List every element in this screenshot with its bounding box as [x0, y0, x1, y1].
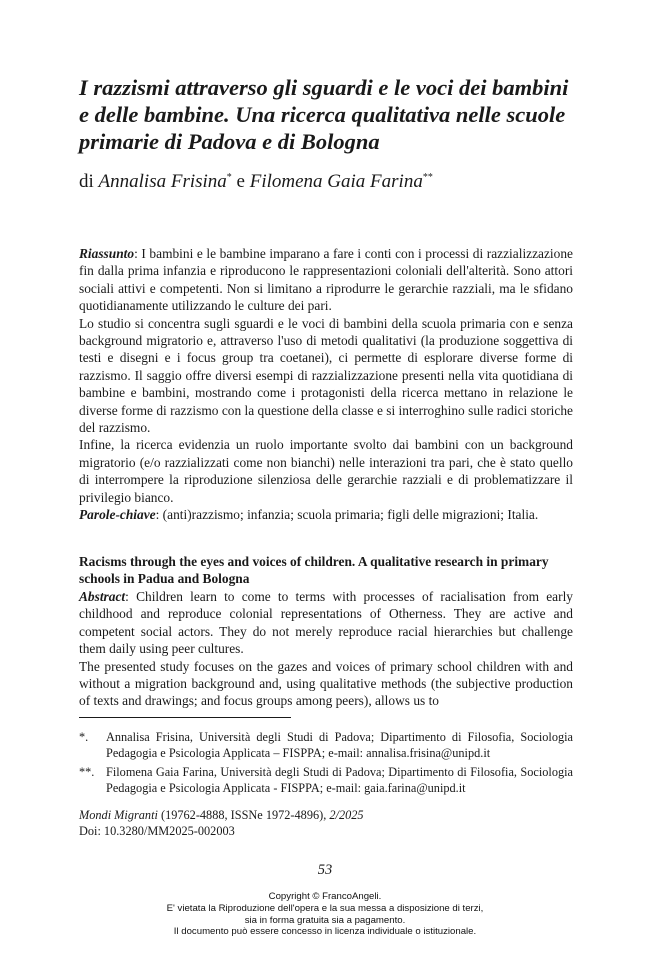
- copyright-line-1: Copyright © FrancoAngeli.: [268, 891, 382, 902]
- footnote-1: [79, 729, 573, 762]
- journal-citation: [79, 807, 573, 823]
- journal-doi: Doi: 10.3280/MM2025-002003: [79, 824, 235, 839]
- abstract-it-text-1: : I bambini e le bambine imparano a fare i conti con i processi di razzializzazione fin dalla prima infanzia e riproducono le rappresentazioni coloniali dell'alterità. Sono attori sociali attivi e competenti. Non si limitano a riprodurre le gerarchie razziali, ma le sfidano quotidianamente utilizzando le culture dei pari.: [79, 246, 573, 314]
- copyright-notice: [0, 891, 650, 938]
- english-title: Racisms through the eyes and voices of children. A qualitative research in primary schools in Padua and Bologna: [79, 554, 549, 587]
- copyright-line-4: Il documento può essere concesso in licenza individuale o istituzionale.: [173, 926, 477, 938]
- author-mark-2: **: [422, 172, 433, 183]
- author-line: [79, 170, 579, 194]
- author-name-2: Filomena Gaia Farina: [249, 171, 423, 192]
- author-conjunction: e: [236, 171, 245, 192]
- article-title: I razzismi attraverso gli sguardi e le voci dei bambini e delle bambine. Una ricerca qualitativa nelle scuole primarie di Padova e di Bologna: [79, 75, 569, 154]
- keywords-text: : (anti)razzismo; infanzia; scuola primaria; figli delle migrazioni; Italia.: [155, 507, 539, 523]
- abstract-english: [79, 588, 573, 710]
- abstract-en-paragraph-2: The presented study focuses on the gazes and voices of primary school children with and without a migration background and, using qualitative methods (the subjective production of texts and drawings; and focus groups among peers), allows us to: [79, 658, 573, 709]
- footnotes: [79, 729, 573, 799]
- abstract-it-label: Riassunto: [79, 246, 135, 261]
- author-mark-1: *: [226, 172, 232, 183]
- footnote-1-text: Annalisa Frisina, Università degli Studi di Padova; Dipartimento di Filosofia, Sociologia Pedagogia e Psicologia Applicata – FISPPA; e-mail: annalisa.frisina@unipd.it: [106, 730, 573, 761]
- abstract-it-paragraph-3: Infine, la ricerca evidenzia un ruolo importante svolto dai bambini con un background migratorio (e/o razzializzati come non bianchi) nelle interazioni tra pari, che è stato quello di interrompere la riproduzione silenziosa delle gerarchie razziali e di problematizzare il privilegio bianco.: [79, 437, 573, 505]
- journal-issn: (19762-4888, ISSNe 1972-4896),: [157, 808, 330, 822]
- abstract-en-label: Abstract: [79, 589, 126, 604]
- author-prefix: di: [79, 171, 94, 192]
- journal-name: Mondi Migranti: [79, 808, 158, 822]
- journal-info: [79, 807, 573, 840]
- footnote-2-mark: **.: [79, 764, 95, 779]
- abstract-italian: [79, 245, 573, 524]
- footnote-2-text: Filomena Gaia Farina, Università degli Studi di Padova; Dipartimento di Filosofia, Sociologia Pedagogia e Psicologia Applicata - FISPPA; e-mail: gaia.farina@unipd.it: [106, 764, 573, 796]
- footnote-2: [79, 764, 573, 797]
- journal-issue: 2/2025: [329, 808, 364, 822]
- keywords-label: Parole-chiave: [79, 507, 156, 523]
- abstract-it-paragraph-2: Lo studio si concentra sugli sguardi e le voci di bambini della scuola primaria con e senza background migratorio e, attraverso l'uso di metodi qualitativi (la produzione soggettiva di testi e disegni e i focus group tra coetanei), ci permette di esplorare diverse forme di razzismo. Il saggio offre diversi esempi di razzializzazione presenti nella vita quotidiana di bambine e bambini, mostrando come i protagonisti della ricerca mettano in relazione le diverse forme di razzismo con la questione della classe e si interroghino sulle radici storiche del razzismo.: [79, 315, 573, 436]
- abstract-en-paragraph-1: [79, 588, 573, 658]
- author-name-1: Annalisa Frisina: [98, 171, 227, 192]
- keywords-it: [79, 506, 573, 523]
- abstract-it-paragraph-1: [79, 245, 573, 315]
- abstract-en-text-1: : Children learn to come to terms with processes of racialisation from early childhood and reproduce colonial representations of Otherness. They are active and competent social actors. They do not merely reproduce racial hierarchies but challenge them daily using peer cultures.: [79, 589, 573, 657]
- copyright-line-3: sia in forma gratuita sia a pagamento.: [244, 914, 406, 926]
- copyright-line-2: E' vietata la Riproduzione dell'opera e la sua messa a disposizione di terzi,: [166, 902, 484, 914]
- page-number: 53: [317, 862, 333, 878]
- footnote-1-mark: *.: [79, 730, 89, 744]
- footnote-divider: [79, 717, 291, 718]
